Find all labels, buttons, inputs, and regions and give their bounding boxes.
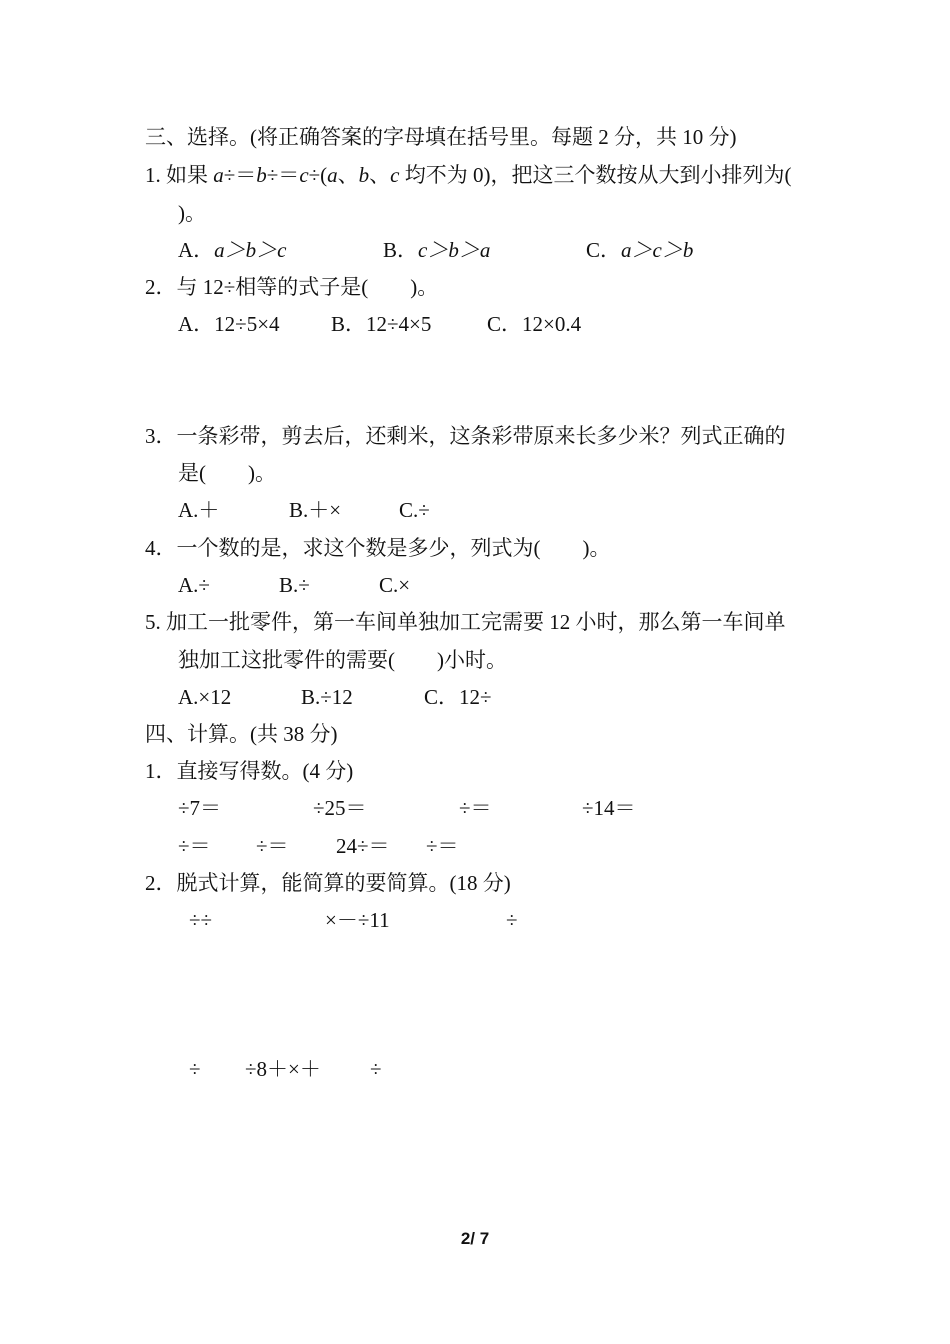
- var-b: b: [358, 163, 370, 187]
- option-expr: c＞b＞a: [418, 238, 491, 262]
- step-calc-item: ×－÷11: [325, 908, 390, 932]
- question-3-line2: 是( )。: [178, 461, 276, 485]
- mental-calc-item: ÷14＝: [582, 796, 636, 820]
- section4-heading: 四、计算。(共 38 分): [145, 722, 338, 746]
- step-calc-item: ÷: [370, 1057, 382, 1081]
- option-label: B．: [383, 238, 419, 262]
- question-3-line1: 3．一条彩带，剪去后，还剩米，这条彩带原来长多少米？列式正确的: [145, 424, 786, 448]
- option-expr: a＞b＞c: [214, 238, 287, 262]
- q1-text-part: ÷(: [308, 163, 328, 187]
- q3-option-a: A.＋: [178, 498, 220, 522]
- q1-text-part: 均不为 0)，把这三个数按从大到小排列为(: [399, 163, 792, 187]
- q1-separator: 、: [369, 163, 391, 187]
- q3-option-c: C.÷: [399, 498, 430, 522]
- mental-calc-item: ÷＝: [178, 834, 211, 858]
- question-5-line1: 5. 加工一批零件，第一车间单独加工完需要 12 小时，那么第一车间单: [145, 610, 786, 634]
- q2-option-c: C．12×0.4: [487, 312, 582, 336]
- option-label: A．: [178, 238, 215, 262]
- option-label: C．: [586, 238, 622, 262]
- calc-question-1: 1．直接写得数。(4 分): [145, 759, 354, 783]
- q5-option-b: B.÷12: [301, 685, 353, 709]
- var-a: a: [213, 163, 224, 187]
- question-4: 4．一个数的是，求这个数是多少，列式为( )。: [145, 536, 611, 560]
- q4-option-b: B.÷: [279, 573, 310, 597]
- q1-text-part: ÷＝: [266, 163, 300, 187]
- mental-calc-item: 24÷＝: [336, 834, 390, 858]
- question-5-line2: 独加工这批零件的需要( )小时。: [178, 648, 507, 672]
- q2-option-b: B．12÷4×5: [331, 312, 432, 336]
- step-calc-item: ÷: [506, 908, 518, 932]
- var-a: a: [327, 163, 338, 187]
- mental-calc-item: ÷＝: [256, 834, 289, 858]
- q5-option-c: C．12÷: [424, 685, 492, 709]
- question-1-line2: )。: [178, 201, 206, 225]
- option-expr: a＞c＞b: [621, 238, 694, 262]
- q1-text-part: ÷＝: [223, 163, 257, 187]
- q1-option-b: [383, 240, 490, 261]
- step-calc-item: ÷: [189, 1057, 201, 1081]
- mental-calc-item: ÷25＝: [313, 796, 367, 820]
- section3-heading: 三、选择。(将正确答案的字母填在括号里。每题 2 分，共 10 分): [145, 125, 737, 149]
- page-number: 2/ 7: [460, 1229, 490, 1248]
- q1-separator: 、: [337, 163, 359, 187]
- mental-calc-item: ÷7＝: [178, 796, 222, 820]
- mental-calc-item: ÷＝: [459, 796, 492, 820]
- q5-option-a: A.×12: [178, 685, 232, 709]
- var-c: c: [390, 163, 400, 187]
- mental-calc-item: ÷＝: [426, 834, 459, 858]
- q1-option-a: [178, 240, 287, 261]
- q3-option-b: B.＋×: [289, 498, 342, 522]
- q1-option-c: [586, 240, 693, 261]
- calc-question-2: 2．脱式计算，能简算的要简算。(18 分): [145, 871, 511, 895]
- q4-option-c: C.×: [379, 573, 411, 597]
- question-2: 2．与 12÷相等的式子是( )。: [145, 275, 439, 299]
- q1-text-part: 1. 如果: [145, 163, 214, 187]
- q4-option-a: A.÷: [178, 573, 210, 597]
- step-calc-item: ÷8＋×＋: [245, 1057, 321, 1081]
- q2-option-a: A．12÷5×4: [178, 312, 280, 336]
- question-1-line1: [145, 165, 792, 186]
- var-c: c: [299, 163, 309, 187]
- step-calc-item: ÷÷: [189, 908, 213, 932]
- var-b: b: [256, 163, 267, 187]
